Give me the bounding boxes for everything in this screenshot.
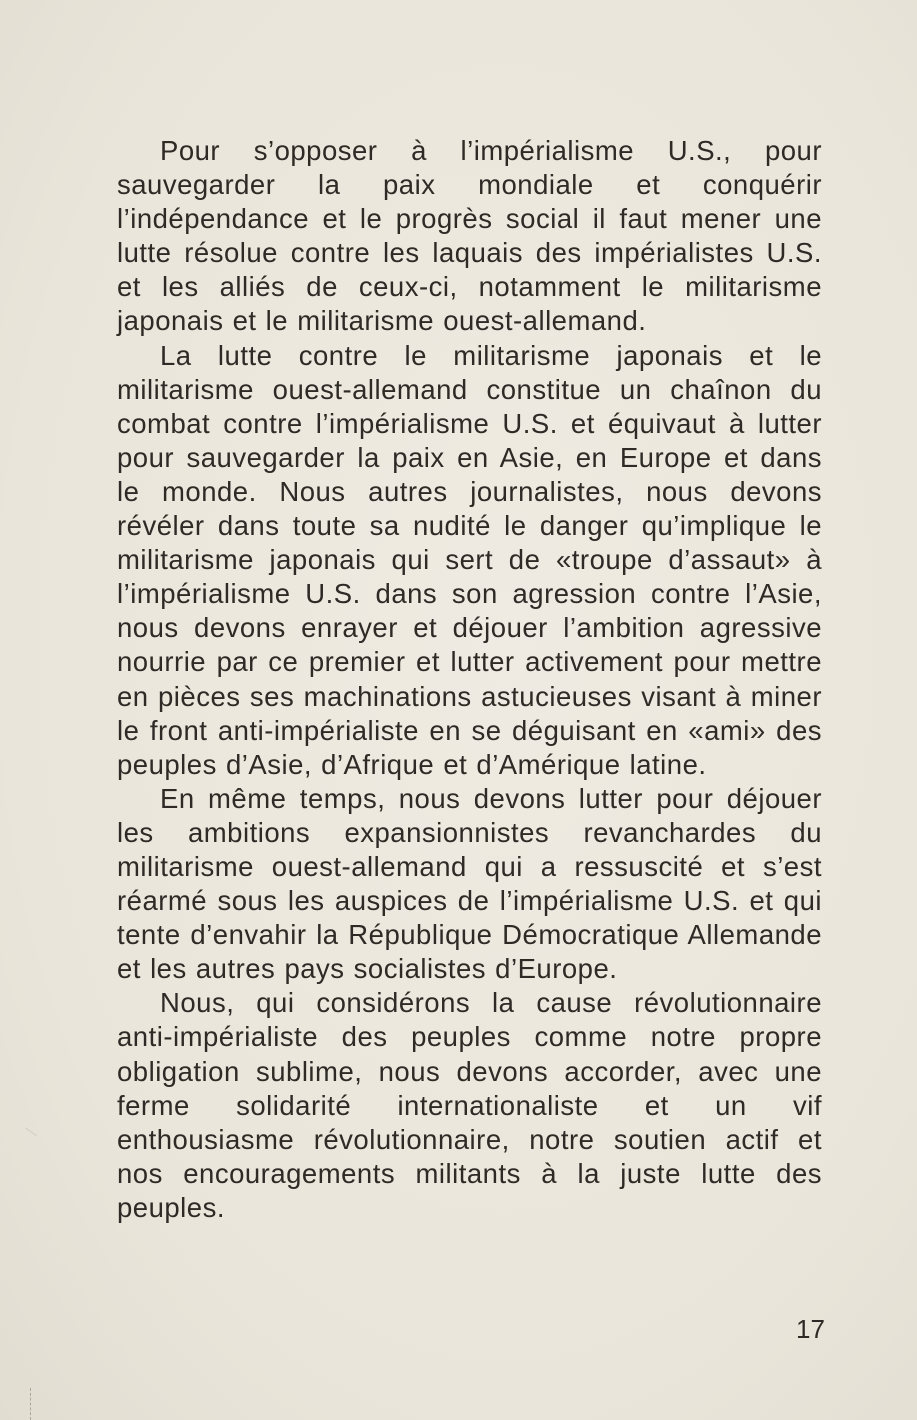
paper-crease-mark bbox=[17, 1127, 37, 1147]
page-number: 17 bbox=[796, 1314, 825, 1344]
paragraph-2: La lutte contre le militarisme japonais et le militarisme ouest-allemand constitue un chaînon du combat contre l’impérialisme U.S. et équivaut à lutter pour sauvegarder la paix en Asie, en Europe et dans le monde. Nous autres journalistes, nous devons révéler dans toute sa nudité le danger qu’implique le militarisme japonais qui sert de «troupe d’assaut» à l’impérialisme U.S. dans son agression contre l’Asie, nous devons enrayer et déjouer l’ambition agressive nourrie par ce premier et lutter activement pour mettre en pièces ses machinations astucieuses visant à miner le front anti-impérialiste en se déguisant en «ami» des peuples d’Asie, d’Afrique et d’Amérique latine. bbox=[117, 339, 822, 780]
paragraph-1: Pour s’opposer à l’impérialisme U.S., pour sauvegarder la paix mondiale et conquérir l’indépendance et le progrès social il faut mener une lutte résolue contre les laquais des impérialistes U.S. et les alliés de ceux-ci, notamment le militarisme japonais et le militarisme ouest-allemand. bbox=[117, 135, 822, 337]
body-text bbox=[117, 134, 822, 1225]
paragraph-4: Nous, qui considérons la cause révolutionnaire anti-impérialiste des peuples comme notre propre obligation sublime, nous devons accorder, avec une ferme solidarité internationaliste et un vif enthousiasme révolutionnaire, notre soutien actif et nos encouragements militants à la juste lutte des peuples. bbox=[117, 987, 822, 1223]
paragraph-3: En même temps, nous devons lutter pour déjouer les ambitions expansionnistes revanchardes du militarisme ouest-allemand qui a ressuscité et s’est réarmé sous les auspices de l’impérialisme U.S. et qui tente d’envahir la République Démocratique Allemande et les autres pays socialistes d’Europe. bbox=[117, 782, 822, 985]
binding-edge-mark bbox=[30, 1388, 33, 1420]
